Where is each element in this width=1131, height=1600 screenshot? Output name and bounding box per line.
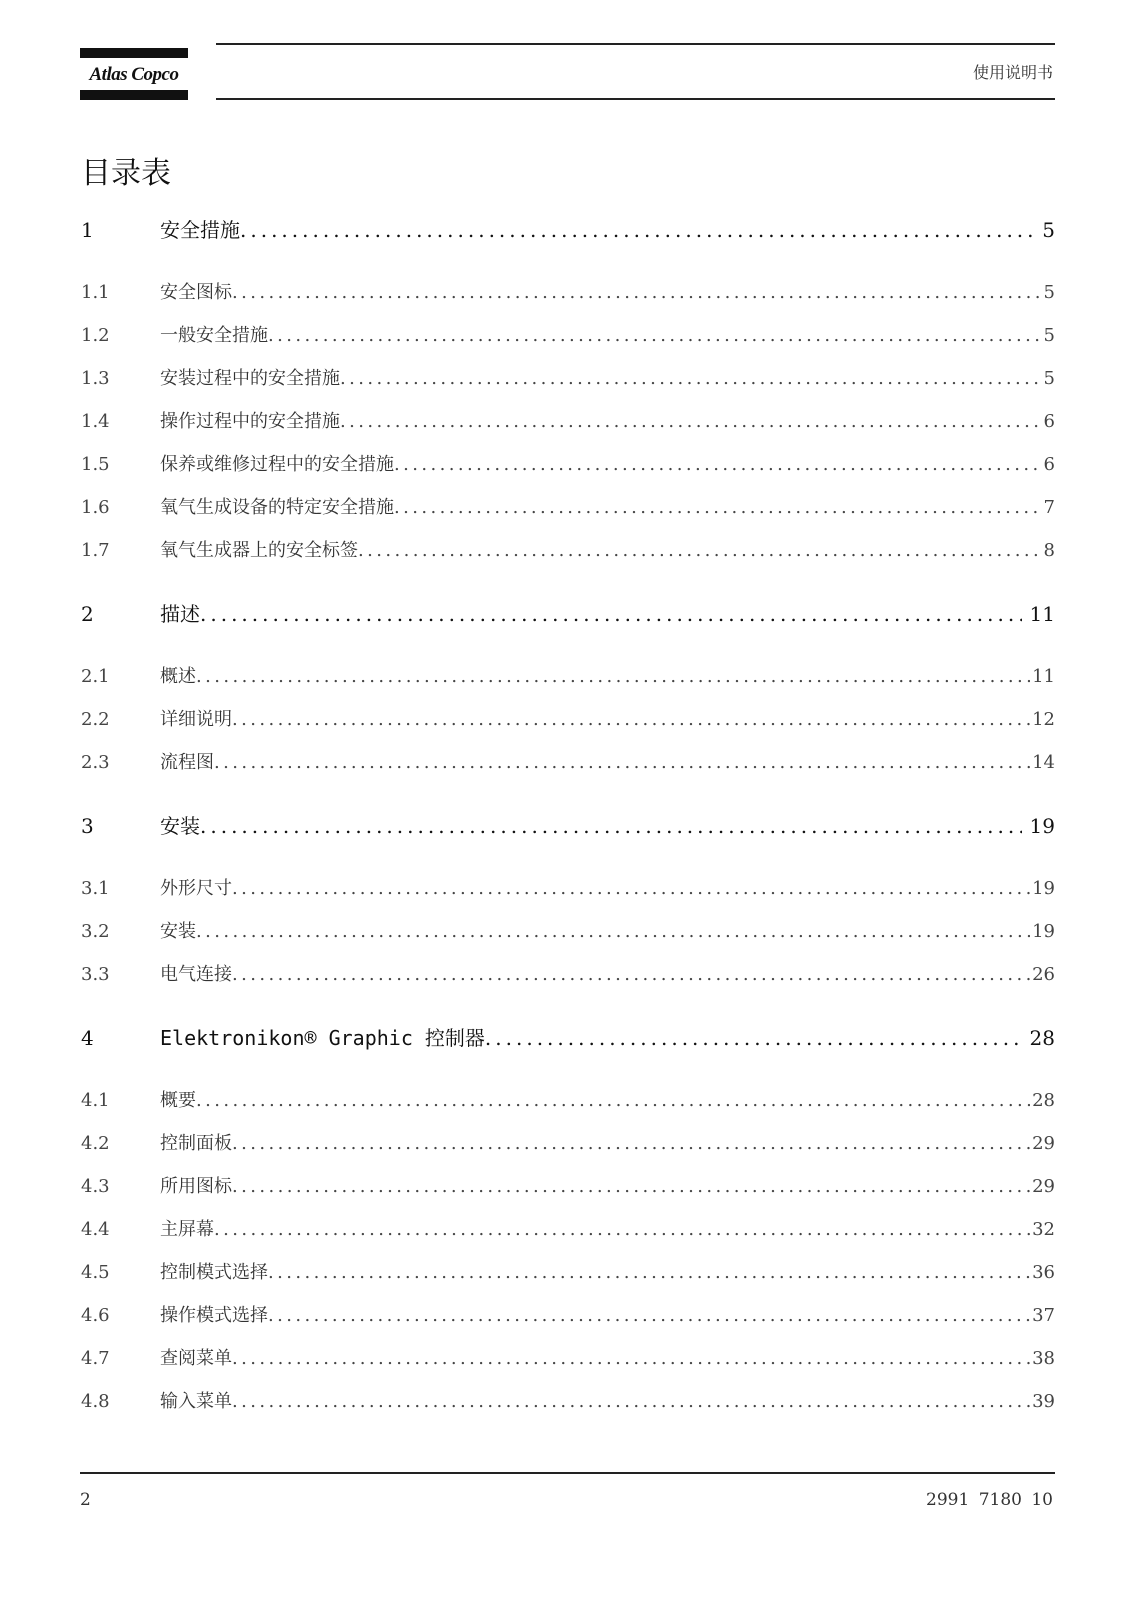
toc-page-number: 28 xyxy=(1032,1090,1055,1111)
toc-line xyxy=(160,1087,1055,1115)
toc-section-entry[interactable] xyxy=(81,663,1055,691)
toc-text: 操作模式选择 xyxy=(160,1305,268,1326)
toc-page-number: 7 xyxy=(1043,497,1055,518)
page-title: 目录表 xyxy=(81,156,171,191)
toc-chapter-entry[interactable] xyxy=(81,600,1055,628)
toc-number: 2 xyxy=(81,602,94,626)
toc-line xyxy=(160,600,1055,628)
footer-rule xyxy=(80,1472,1055,1474)
toc-line xyxy=(160,322,1055,350)
toc-page-number: 29 xyxy=(1032,1176,1055,1197)
toc-dot-leader xyxy=(485,1024,1022,1052)
toc-number: 3.2 xyxy=(81,921,110,942)
toc-page-number: 6 xyxy=(1043,454,1055,475)
toc-line xyxy=(160,1130,1055,1158)
toc-text: 安全图标 xyxy=(160,282,232,303)
toc-dot-leader xyxy=(232,706,1030,734)
toc-text: 概要 xyxy=(160,1090,196,1111)
toc-line xyxy=(160,1173,1055,1201)
toc-page-number: 5 xyxy=(1043,282,1055,303)
toc-section-entry[interactable] xyxy=(81,1388,1055,1416)
toc-text: Elektronikon® Graphic 控制器 xyxy=(160,1026,485,1050)
toc-dot-leader xyxy=(394,494,1042,522)
toc-dot-leader xyxy=(200,812,1022,840)
toc-number: 4.2 xyxy=(81,1133,110,1154)
toc-line xyxy=(160,451,1055,479)
toc-number: 4.4 xyxy=(81,1219,110,1240)
toc-line xyxy=(160,537,1055,565)
toc-dot-leader xyxy=(240,216,1034,244)
toc-page-number: 8 xyxy=(1043,540,1055,561)
toc-text: 一般安全措施 xyxy=(160,325,268,346)
toc-number: 1.5 xyxy=(81,454,110,475)
toc-section-entry[interactable] xyxy=(81,749,1055,777)
toc-line xyxy=(160,1024,1055,1052)
toc-text: 控制面板 xyxy=(160,1133,232,1154)
toc-chapter-entry[interactable] xyxy=(81,812,1055,840)
toc-dot-leader xyxy=(200,600,1022,628)
toc-text: 描述 xyxy=(160,602,200,626)
toc-dot-leader xyxy=(232,875,1030,903)
toc-line xyxy=(160,918,1055,946)
toc-line xyxy=(160,663,1055,691)
toc-page-number: 11 xyxy=(1032,666,1055,687)
toc-text: 电气连接 xyxy=(160,964,232,985)
toc-page-number: 5 xyxy=(1042,218,1055,242)
toc-section-entry[interactable] xyxy=(81,537,1055,565)
toc-text: 详细说明 xyxy=(160,709,232,730)
toc-dot-leader xyxy=(232,279,1042,307)
toc-text: 查阅菜单 xyxy=(160,1348,232,1369)
toc-text: 安装 xyxy=(160,814,200,838)
toc-number: 4.5 xyxy=(81,1262,110,1283)
toc-page-number: 29 xyxy=(1032,1133,1055,1154)
toc-section-entry[interactable] xyxy=(81,279,1055,307)
toc-line xyxy=(160,365,1055,393)
header-rule-bottom xyxy=(216,98,1055,100)
toc-chapter-entry[interactable] xyxy=(81,1024,1055,1052)
toc-line xyxy=(160,1345,1055,1373)
toc-text: 输入菜单 xyxy=(160,1391,232,1412)
header-rule-top xyxy=(216,43,1055,45)
toc-text: 氧气生成设备的特定安全措施 xyxy=(160,497,394,518)
toc-number: 2.3 xyxy=(81,752,110,773)
toc-dot-leader xyxy=(232,1173,1030,1201)
toc-dot-leader xyxy=(340,365,1042,393)
document-type: 使用说明书 xyxy=(972,63,1053,82)
logo-bar-top xyxy=(80,48,188,58)
toc-chapter-entry[interactable] xyxy=(81,216,1055,244)
toc-section-entry[interactable] xyxy=(81,918,1055,946)
toc-section-entry[interactable] xyxy=(81,1302,1055,1330)
toc-number: 2.1 xyxy=(81,666,110,687)
toc-number: 3.1 xyxy=(81,878,110,899)
toc-number: 1.2 xyxy=(81,325,110,346)
atlas-copco-logo xyxy=(80,48,188,100)
toc-page-number: 14 xyxy=(1032,752,1055,773)
toc-dot-leader xyxy=(232,1345,1030,1373)
toc-text: 主屏幕 xyxy=(160,1219,214,1240)
toc-line xyxy=(160,494,1055,522)
logo-bar-bottom xyxy=(80,90,188,100)
toc-number: 2.2 xyxy=(81,709,110,730)
toc-dot-leader xyxy=(232,1130,1030,1158)
toc-dot-leader xyxy=(196,1087,1030,1115)
toc-text: 流程图 xyxy=(160,752,214,773)
document-number: 2991 7180 10 xyxy=(926,1490,1053,1510)
toc-dot-leader xyxy=(232,1388,1030,1416)
toc-dot-leader xyxy=(340,408,1042,436)
toc-dot-leader xyxy=(196,663,1030,691)
toc-number: 4.8 xyxy=(81,1391,110,1412)
toc-text: 所用图标 xyxy=(160,1176,232,1197)
toc-text: 操作过程中的安全措施 xyxy=(160,411,340,432)
toc-dot-leader xyxy=(268,1302,1030,1330)
toc-page-number: 6 xyxy=(1043,411,1055,432)
toc-page-number: 38 xyxy=(1032,1348,1055,1369)
toc-section-entry[interactable] xyxy=(81,451,1055,479)
toc-dot-leader xyxy=(214,749,1030,777)
toc-section-entry[interactable] xyxy=(81,408,1055,436)
toc-page-number: 37 xyxy=(1032,1305,1055,1326)
toc-section-entry[interactable] xyxy=(81,706,1055,734)
toc-text: 安装 xyxy=(160,921,196,942)
toc-page-number: 12 xyxy=(1032,709,1055,730)
toc-section-entry[interactable] xyxy=(81,494,1055,522)
toc-page-number: 26 xyxy=(1032,964,1055,985)
toc-section-entry[interactable] xyxy=(81,365,1055,393)
toc-line xyxy=(160,875,1055,903)
toc-page-number: 19 xyxy=(1032,921,1055,942)
toc-page-number: 19 xyxy=(1032,878,1055,899)
toc-dot-leader xyxy=(358,537,1042,565)
toc-number: 1 xyxy=(81,218,94,242)
toc-text: 氧气生成器上的安全标签 xyxy=(160,540,358,561)
toc-page-number: 5 xyxy=(1043,368,1055,389)
toc-text: 保养或维修过程中的安全措施 xyxy=(160,454,394,475)
toc-text: 安全措施 xyxy=(160,218,240,242)
toc-section-entry[interactable] xyxy=(81,1173,1055,1201)
toc-section-entry[interactable] xyxy=(81,322,1055,350)
toc-text: 外形尺寸 xyxy=(160,878,232,899)
toc-dot-leader xyxy=(394,451,1042,479)
toc-line xyxy=(160,279,1055,307)
toc-number: 1.7 xyxy=(81,540,110,561)
toc-page-number: 19 xyxy=(1029,814,1055,838)
toc-line xyxy=(160,812,1055,840)
toc-line xyxy=(160,749,1055,777)
toc-number: 4.7 xyxy=(81,1348,110,1369)
toc-dot-leader xyxy=(268,1259,1030,1287)
toc-section-entry[interactable] xyxy=(81,1345,1055,1373)
toc-dot-leader xyxy=(196,918,1030,946)
toc-page-number: 5 xyxy=(1043,325,1055,346)
toc-page-number: 32 xyxy=(1032,1219,1055,1240)
toc-dot-leader xyxy=(268,322,1042,350)
toc-page-number: 11 xyxy=(1029,602,1055,626)
toc-line xyxy=(160,706,1055,734)
toc-number: 1.6 xyxy=(81,497,110,518)
toc-dot-leader xyxy=(232,961,1030,989)
toc-line xyxy=(160,1216,1055,1244)
toc-page-number: 39 xyxy=(1032,1391,1055,1412)
toc-line xyxy=(160,961,1055,989)
toc-dot-leader xyxy=(214,1216,1030,1244)
toc-text: 控制模式选择 xyxy=(160,1262,268,1283)
toc-section-entry[interactable] xyxy=(81,1216,1055,1244)
toc-section-entry[interactable] xyxy=(81,1259,1055,1287)
toc-section-entry[interactable] xyxy=(81,961,1055,989)
page-number: 2 xyxy=(80,1490,91,1510)
toc-text: 概述 xyxy=(160,666,196,687)
toc-line xyxy=(160,216,1055,244)
toc-number: 1.1 xyxy=(81,282,110,303)
toc-page-number: 36 xyxy=(1032,1262,1055,1283)
toc-number: 1.4 xyxy=(81,411,110,432)
logo-wordmark: Atlas Copco xyxy=(89,64,179,85)
toc-line xyxy=(160,1302,1055,1330)
toc-number: 4 xyxy=(81,1026,94,1050)
toc-section-entry[interactable] xyxy=(81,1087,1055,1115)
toc-number: 3.3 xyxy=(81,964,110,985)
toc-page-number: 28 xyxy=(1029,1026,1055,1050)
toc-number: 4.3 xyxy=(81,1176,110,1197)
toc-line xyxy=(160,1388,1055,1416)
toc-section-entry[interactable] xyxy=(81,1130,1055,1158)
toc-number: 3 xyxy=(81,814,94,838)
toc-line xyxy=(160,1259,1055,1287)
toc-number: 4.6 xyxy=(81,1305,110,1326)
toc-number: 1.3 xyxy=(81,368,110,389)
toc-section-entry[interactable] xyxy=(81,875,1055,903)
toc-number: 4.1 xyxy=(81,1090,110,1111)
toc-text: 安装过程中的安全措施 xyxy=(160,368,340,389)
toc-line xyxy=(160,408,1055,436)
